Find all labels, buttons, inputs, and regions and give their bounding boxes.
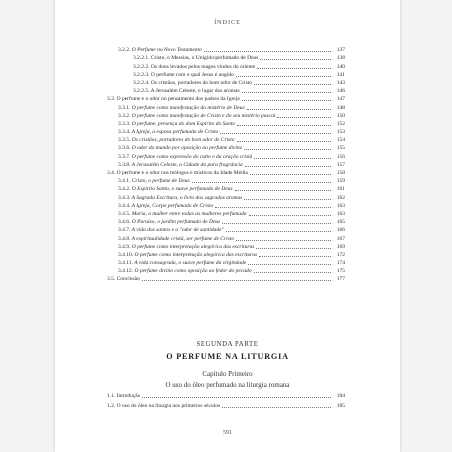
toc-entry-text <box>118 186 233 193</box>
toc-entry-page: 175 <box>336 268 345 275</box>
toc-entry-page: 140 <box>336 63 345 70</box>
toc-entry-title: O perfume e o odor no pensamento dos padres da Igreja <box>116 96 240 103</box>
running-head: ÍNDICE <box>214 19 241 26</box>
toc-entry-text <box>118 137 235 144</box>
toc-entry <box>105 243 345 251</box>
dot-leader <box>256 247 331 249</box>
toc-entry-title: Maria, a mulher entre todas as mulheres perfumada <box>131 210 247 217</box>
toc-entry <box>105 177 345 185</box>
toc-entry-text <box>133 64 255 71</box>
toc-entry-text <box>118 244 254 251</box>
toc-entry-text <box>118 195 242 202</box>
toc-entry <box>105 218 345 226</box>
toc-entry <box>105 389 345 400</box>
dot-leader <box>259 255 331 257</box>
dot-leader <box>257 67 331 69</box>
toc-entry <box>105 193 345 201</box>
toc-entry-text <box>118 219 220 226</box>
toc-entry-number: 3.3.7. <box>118 153 131 160</box>
toc-entry-text <box>107 403 220 410</box>
toc-entry <box>105 103 345 111</box>
toc-entry-text <box>133 80 252 87</box>
toc-entry <box>105 267 345 275</box>
toc-entry-title: O perfume como interpretação alegórica das escrituras <box>131 243 255 250</box>
chapter-label: Capítulo Primeiro <box>202 370 253 378</box>
toc-entry-number: 3.2.2.4. <box>133 79 150 86</box>
toc-entry-title: O Espírito Santo, o suave perfumado de Deus <box>131 186 233 193</box>
toc-entry-number: 3.4.5. <box>118 210 131 217</box>
dot-leader <box>236 239 331 241</box>
toc-entry <box>105 144 345 152</box>
toc-entry-text <box>107 276 140 283</box>
toc-entry-text <box>118 113 275 120</box>
toc-entry-title: Os cristãos, portadores do bom odor de Cristo <box>131 137 235 144</box>
dot-leader <box>204 50 331 52</box>
toc-entry-title: Conclusão <box>116 276 140 283</box>
toc-entry-title: A Igreja, Corpo perfumado de Cristo <box>131 202 214 209</box>
toc-entry-text <box>118 252 257 259</box>
toc-entry-page: 184 <box>336 392 345 399</box>
toc-entry-text <box>118 121 235 128</box>
toc-entry-page: 137 <box>336 47 345 54</box>
dot-leader <box>226 230 331 232</box>
dot-leader <box>254 157 331 159</box>
dot-leader <box>249 214 331 216</box>
toc-entry-page: 154 <box>336 137 345 144</box>
toc-entry-page: 161 <box>336 186 345 193</box>
toc-entry-title: O perfume como manifestação do mistério de Deus <box>131 104 245 111</box>
dot-leader <box>222 406 331 408</box>
toc-entry-text <box>118 145 242 152</box>
toc-entry-text <box>133 72 234 79</box>
dot-leader <box>245 165 331 167</box>
toc-entry-title: A Jerusalém Celeste, a Cidade da pura fragrância <box>131 161 243 168</box>
toc-entry-number: 3.3.6. <box>118 145 131 152</box>
dot-leader <box>192 181 331 183</box>
toc-entry-text <box>118 105 245 112</box>
toc-entry-number: 3.4.6. <box>118 219 131 226</box>
toc-entry-text <box>107 170 248 177</box>
toc-entry-title: A Jerusalém Celeste, o lugar dos aromas <box>150 88 240 95</box>
toc-entry-text <box>118 162 243 169</box>
toc-entry-page: 172 <box>336 251 345 258</box>
toc-entry-page: 177 <box>336 276 345 283</box>
toc-entry <box>105 210 345 218</box>
toc-entry-page: 148 <box>336 104 345 111</box>
toc-entry <box>105 152 345 160</box>
toc-entry-title: Os cristãos, portadores do bom odor de Cristo <box>150 79 252 86</box>
toc-entry <box>105 251 345 259</box>
toc-entry-title: O Paraíso, o jardim perfumado de Deus <box>131 219 221 226</box>
dot-leader <box>277 116 331 118</box>
dot-leader <box>250 173 331 175</box>
table-of-contents-part-two <box>105 389 345 410</box>
toc-entry-number: 3.4.3. <box>118 194 131 201</box>
toc-entry-title: A Sagrada Escritura, o livro dos sagrados aromas <box>131 194 243 201</box>
toc-entry-page: 174 <box>336 260 345 267</box>
toc-entry <box>105 46 345 54</box>
toc-entry-page: 162 <box>336 194 345 201</box>
toc-entry-page: 159 <box>336 178 345 185</box>
dot-leader <box>248 263 331 265</box>
dot-leader <box>236 75 331 77</box>
toc-entry-number: 3.4.12. <box>118 268 134 275</box>
toc-entry-number: 3.3.3. <box>118 120 131 127</box>
toc-entry-page: 150 <box>336 112 345 119</box>
toc-entry <box>105 54 345 62</box>
toc-entry-text <box>133 55 258 62</box>
dot-leader <box>142 396 331 398</box>
toc-entry-number: 3.5. <box>107 276 116 283</box>
toc-entry-page: 167 <box>336 235 345 242</box>
toc-entry-text <box>118 178 190 185</box>
dot-leader <box>237 124 331 126</box>
toc-entry-page: 166 <box>336 227 345 234</box>
toc-entry-number: 3.4.8. <box>118 235 131 242</box>
toc-entry-title: Os dons levados pelos magos vindos do oriente <box>150 63 256 70</box>
toc-entry <box>105 128 345 136</box>
toc-entry-title: Cristo, o perfume de Deus <box>131 178 190 185</box>
table-of-contents <box>105 46 345 283</box>
toc-entry-title: Cristo, o Messias, o Unigido/perfumado de Deus <box>150 55 259 62</box>
toc-entry-title: O Perfume no Novo Testamento <box>131 47 202 54</box>
book-page <box>55 0 400 452</box>
toc-entry <box>105 95 345 103</box>
dot-leader <box>215 206 331 208</box>
toc-entry-page: 163 <box>336 202 345 209</box>
toc-entry-page: 155 <box>336 145 345 152</box>
toc-entry <box>105 202 345 210</box>
toc-entry-text <box>118 154 252 161</box>
toc-entry-page: 153 <box>336 129 345 136</box>
toc-entry-number: 3.2.2.3. <box>133 71 150 78</box>
toc-entry-number: 3.4.10. <box>118 251 134 258</box>
toc-entry-page: 163 <box>336 210 345 217</box>
toc-entry-title: O perfume com o qual Jesus é ungido <box>150 71 234 78</box>
dot-leader <box>260 58 331 60</box>
dot-leader <box>244 198 331 200</box>
toc-entry-page: 152 <box>336 120 345 127</box>
toc-entry <box>105 62 345 70</box>
toc-entry-title: O perfume e o odor nos teólogos e místicos da Idade Média <box>116 170 248 176</box>
toc-entry <box>105 234 345 242</box>
toc-entry <box>105 87 345 95</box>
dot-leader <box>220 132 331 134</box>
toc-entry-number: 3.2.2.1. <box>133 55 150 62</box>
toc-entry-number: 3.4.9. <box>118 243 131 250</box>
toc-entry-text <box>118 47 202 54</box>
toc-entry-title: Introdução <box>116 392 141 399</box>
toc-entry <box>105 136 345 144</box>
toc-entry-page: 146 <box>336 88 345 95</box>
toc-entry-number: 3.4. <box>107 170 116 176</box>
toc-entry-page: 157 <box>336 161 345 168</box>
toc-entry-text <box>107 96 240 103</box>
dot-leader <box>237 140 331 142</box>
toc-entry <box>105 71 345 79</box>
toc-entry-title: A vida dos santos e o "odor de santidade" <box>131 227 224 234</box>
dot-leader <box>244 148 331 150</box>
toc-entry-page: 143 <box>336 79 345 86</box>
toc-entry-text <box>118 268 252 275</box>
toc-entry <box>105 120 345 128</box>
toc-entry <box>105 169 345 177</box>
toc-entry-number: 3.3.2. <box>118 112 131 119</box>
toc-entry-text <box>118 211 247 218</box>
toc-entry-title: O perfume como interpretação alegórica das escrituras <box>134 251 258 258</box>
toc-entry-page: 156 <box>336 153 345 160</box>
dot-leader <box>235 189 331 191</box>
toc-entry-title: O perfume como manifestação de Cristo e do seu mistério pascal <box>131 112 276 119</box>
toc-entry-number: 3.4.4. <box>118 202 131 209</box>
toc-entry-text <box>118 260 246 267</box>
toc-entry-number: 3.4.2. <box>118 186 131 193</box>
dot-leader <box>142 279 331 281</box>
toc-entry <box>105 275 345 283</box>
toc-entry <box>105 259 345 267</box>
toc-entry-title: A espiritualidade cristã, ser perfume de Cristo <box>131 235 235 242</box>
toc-entry-text <box>107 393 140 400</box>
toc-entry-number: 1.2. <box>107 403 116 409</box>
toc-entry-page: 185 <box>336 403 345 409</box>
toc-entry-number: 3.3. <box>107 96 116 103</box>
toc-entry-number: 1.1. <box>107 392 116 399</box>
toc-entry-number: 3.2.2.2. <box>133 63 150 70</box>
chapter-title: O uso do óleo perfumado na liturgia romana <box>165 381 290 389</box>
dot-leader <box>242 91 331 93</box>
toc-entry-title: A vida consagrada, o suave perfume da virgindade <box>134 260 247 267</box>
toc-entry-page: 138 <box>336 55 345 62</box>
dot-leader <box>222 222 331 224</box>
toc-entry-page: 141 <box>336 71 345 78</box>
toc-entry-page: 158 <box>336 170 345 176</box>
page-number: 591 <box>223 430 232 436</box>
toc-entry-text <box>118 227 224 234</box>
toc-entry-text <box>118 129 218 136</box>
toc-entry-number: 3.3.8. <box>118 161 131 168</box>
toc-entry-text <box>118 203 213 210</box>
toc-entry-title: O odor do mundo por oposição ao perfume divino <box>131 145 243 152</box>
toc-entry-number: 3.4.11. <box>118 260 133 267</box>
toc-entry-number: 3.4.1. <box>118 178 131 185</box>
toc-entry-number: 3.3.1. <box>118 104 131 111</box>
toc-entry <box>105 226 345 234</box>
dot-leader <box>247 108 331 110</box>
part-label: SEGUNDA PARTE <box>196 341 259 348</box>
toc-entry-number: 3.2.2. <box>118 47 131 54</box>
toc-entry <box>105 161 345 169</box>
dot-leader <box>254 271 331 273</box>
toc-entry-page: 165 <box>336 219 345 226</box>
toc-entry-number: 3.3.4. <box>118 129 131 136</box>
toc-entry <box>105 112 345 120</box>
part-title: O PERFUME NA LITURGIA <box>166 352 289 361</box>
toc-entry-page: 147 <box>336 96 345 103</box>
toc-entry-title: O perfume divino como oposição ao fedor do pecado <box>134 268 252 275</box>
toc-entry-number: 3.3.5. <box>118 137 131 144</box>
toc-entry-title: O perfume como expressão do culto e da oração cristã <box>131 153 253 160</box>
dot-leader <box>254 83 331 85</box>
toc-entry-number: 3.2.2.5. <box>133 88 150 95</box>
toc-entry-page: 169 <box>336 243 345 250</box>
toc-entry-title: O perfume, presença do dom Espírito do Santo <box>131 120 236 127</box>
toc-entry-text <box>133 88 240 95</box>
toc-entry-title: O uso do óleo na liturgia nos primeiros séculos <box>116 403 221 409</box>
toc-entry-title: A Igreja, a esposa perfumada de Cristo <box>131 129 219 136</box>
toc-entry <box>105 185 345 193</box>
toc-entry <box>105 79 345 87</box>
toc-entry-text <box>118 236 234 243</box>
toc-entry <box>105 400 345 411</box>
toc-entry-number: 3.4.7. <box>118 227 131 234</box>
dot-leader <box>242 99 331 101</box>
